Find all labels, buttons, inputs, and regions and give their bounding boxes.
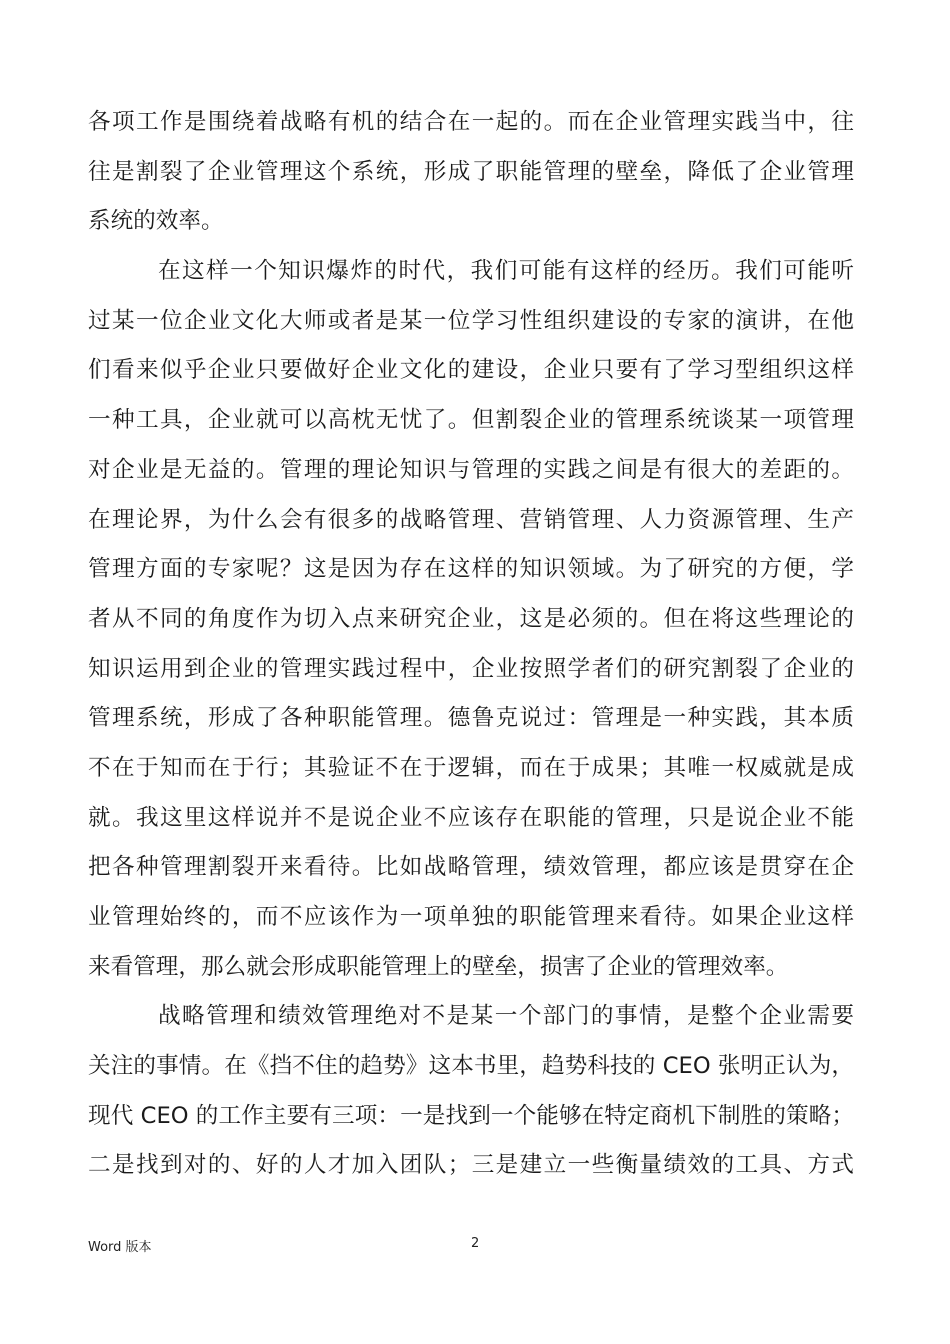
- text-line: 在这样一个知识爆炸的时代，我们可能有这样的经历。我们可能听: [158, 258, 854, 285]
- text-line: 各项工作是围绕着战略有机的结合在一起的。而在企业管理实践当中，往: [88, 109, 854, 135]
- text-line: 关注的事情。在《挡不住的趋势》这本书里，趋势科技的 CEO 张明正认为，: [88, 1053, 854, 1080]
- text-line: 战略管理和绩效管理绝对不是某一个部门的事情，是整个企业需要: [158, 1003, 854, 1030]
- text-line: 管理方面的专家呢？这是因为存在这样的知识领域。为了研究的方便，学: [88, 556, 854, 583]
- page-number: 2: [471, 1236, 480, 1251]
- text-line: 往是割裂了企业管理这个系统，形成了职能管理的壁垒，降低了企业管理: [88, 158, 854, 185]
- text-line: 把各种管理割裂开来看待。比如战略管理，绩效管理，都应该是贯穿在企: [88, 854, 854, 881]
- text-line: 在理论界，为什么会有很多的战略管理、营销管理、人力资源管理、生产: [88, 506, 854, 533]
- text-line: 二是找到对的、好的人才加入团队；三是建立一些衡量绩效的工具、方式: [88, 1152, 854, 1179]
- text-line: 知识运用到企业的管理实践过程中，企业按照学者们的研究割裂了企业的: [88, 655, 854, 682]
- text-line: 们看来似乎企业只要做好企业文化的建设，企业只要有了学习型组织这样: [88, 357, 854, 384]
- text-line: 对企业是无益的。管理的理论知识与管理的实践之间是有很大的差距的。: [88, 456, 854, 483]
- text-line: 业管理始终的，而不应该作为一项单独的职能管理来看待。如果企业这样: [88, 904, 854, 930]
- text-line: 来看管理，那么就会形成职能管理上的壁垒，损害了企业的管理效率。: [88, 953, 789, 980]
- text-line: 系统的效率。: [88, 208, 224, 235]
- document-body: [88, 98, 854, 1191]
- text-line: 过某一位企业文化大师或者是某一位学习性组织建设的专家的演讲，在他: [88, 307, 854, 334]
- text-line: 就。我这里这样说并不是说企业不应该存在职能的管理，只是说企业不能: [88, 804, 854, 831]
- text-line: 管理系统，形成了各种职能管理。德鲁克说过：管理是一种实践，其本质: [88, 705, 854, 732]
- text-line: 者从不同的角度作为切入点来研究企业，这是必须的。但在将这些理论的: [88, 605, 854, 632]
- text-line: 一种工具，企业就可以高枕无忧了。但割裂企业的管理系统谈某一项管理: [88, 407, 854, 434]
- text-line: 现代 CEO 的工作主要有三项：一是找到一个能够在特定商机下制胜的策略；: [88, 1102, 854, 1129]
- footer-label: Word 版本: [88, 1240, 152, 1255]
- text-line: 不在于知而在于行；其验证不在于逻辑，而在于成果；其唯一权威就是成: [88, 754, 854, 781]
